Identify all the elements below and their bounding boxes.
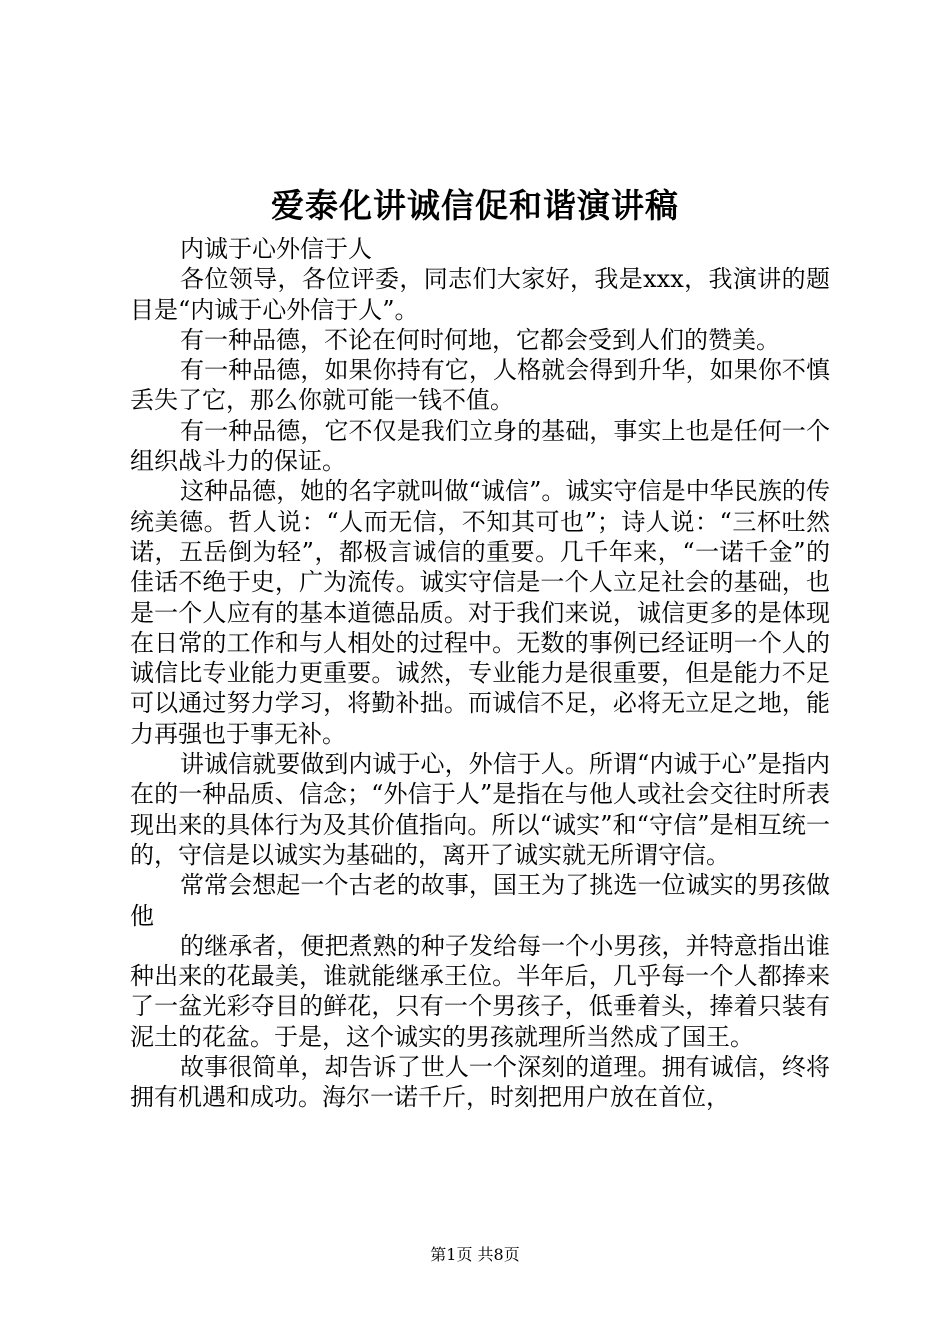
paragraph: 的继承者，便把煮熟的种子发给每一个小男孩，并特意指出谁种出来的花最美，谁就能继承王位。半年后，几乎每一个人都捧来了一盆光彩夺目的鲜花，只有一个男孩子，低垂着头，捧着只装有泥土的花盆。于是，这个诚实的男孩就理所当然成了国王。 xyxy=(130,931,830,1051)
paragraph: 有一种品德，不论在何时何地，它都会受到人们的赞美。 xyxy=(180,325,780,354)
page-footer: 第1页 共8页 xyxy=(430,1245,520,1264)
paragraph-subtitle: 内诚于心外信于人 xyxy=(180,235,372,263)
paragraph: 这种品德，她的名字就叫做“诚信”。诚实守信是中华民族的传统美德。哲人说：“人而无信，不知其可也”；诗人说：“三杯吐然诺，五岳倒为轻”，都极言诚信的重要。几千年来，“一诺千金”的佳话不绝于史，广为流传。诚实守信是一个人立足社会的基础，也是一个人应有的基本道德品质。对于我们来说，诚信更多的是体现在日常的工作和与人相处的过程中。无数的事例已经证明一个人的诚信比专业能力更重要。诚然，专业能力是很重要，但是能力不足可以通过努力学习，将勤补拙。而诚信不足，必将无立足之地，能力再强也于事无补。 xyxy=(130,477,830,748)
paragraph: 各位领导，各位评委，同志们大家好，我是xxx，我演讲的题目是“内诚于心外信于人”。 xyxy=(130,265,830,324)
document-body xyxy=(130,234,830,1113)
paragraph: 故事很简单，却告诉了世人一个深刻的道理。拥有诚信，终将拥有机遇和成功。海尔一诺千斤，时刻把用户放在首位， xyxy=(130,1053,830,1112)
paragraph: 有一种品德，它不仅是我们立身的基础，事实上也是任何一个组织战斗力的保证。 xyxy=(130,416,830,476)
document-title: 爱泰化讲诚信促和谐演讲稿 xyxy=(271,186,679,225)
paragraph: 讲诚信就要做到内诚于心，外信于人。所谓“内诚于心”是指内在的一种品质、信念；“外信于人”是指在与他人或社会交往时所表现出来的具体行为及其价值指向。所以“诚实”和“守信”是相互统一的，守信是以诚实为基础的，离开了诚实就无所谓守信。 xyxy=(130,750,830,869)
paragraph: 有一种品德，如果你持有它，人格就会得到升华，如果你不慎丢失了它，那么你就可能一钱不值。 xyxy=(130,356,830,415)
paragraph: 常常会想起一个古老的故事，国王为了挑选一位诚实的男孩做他 xyxy=(130,871,830,930)
